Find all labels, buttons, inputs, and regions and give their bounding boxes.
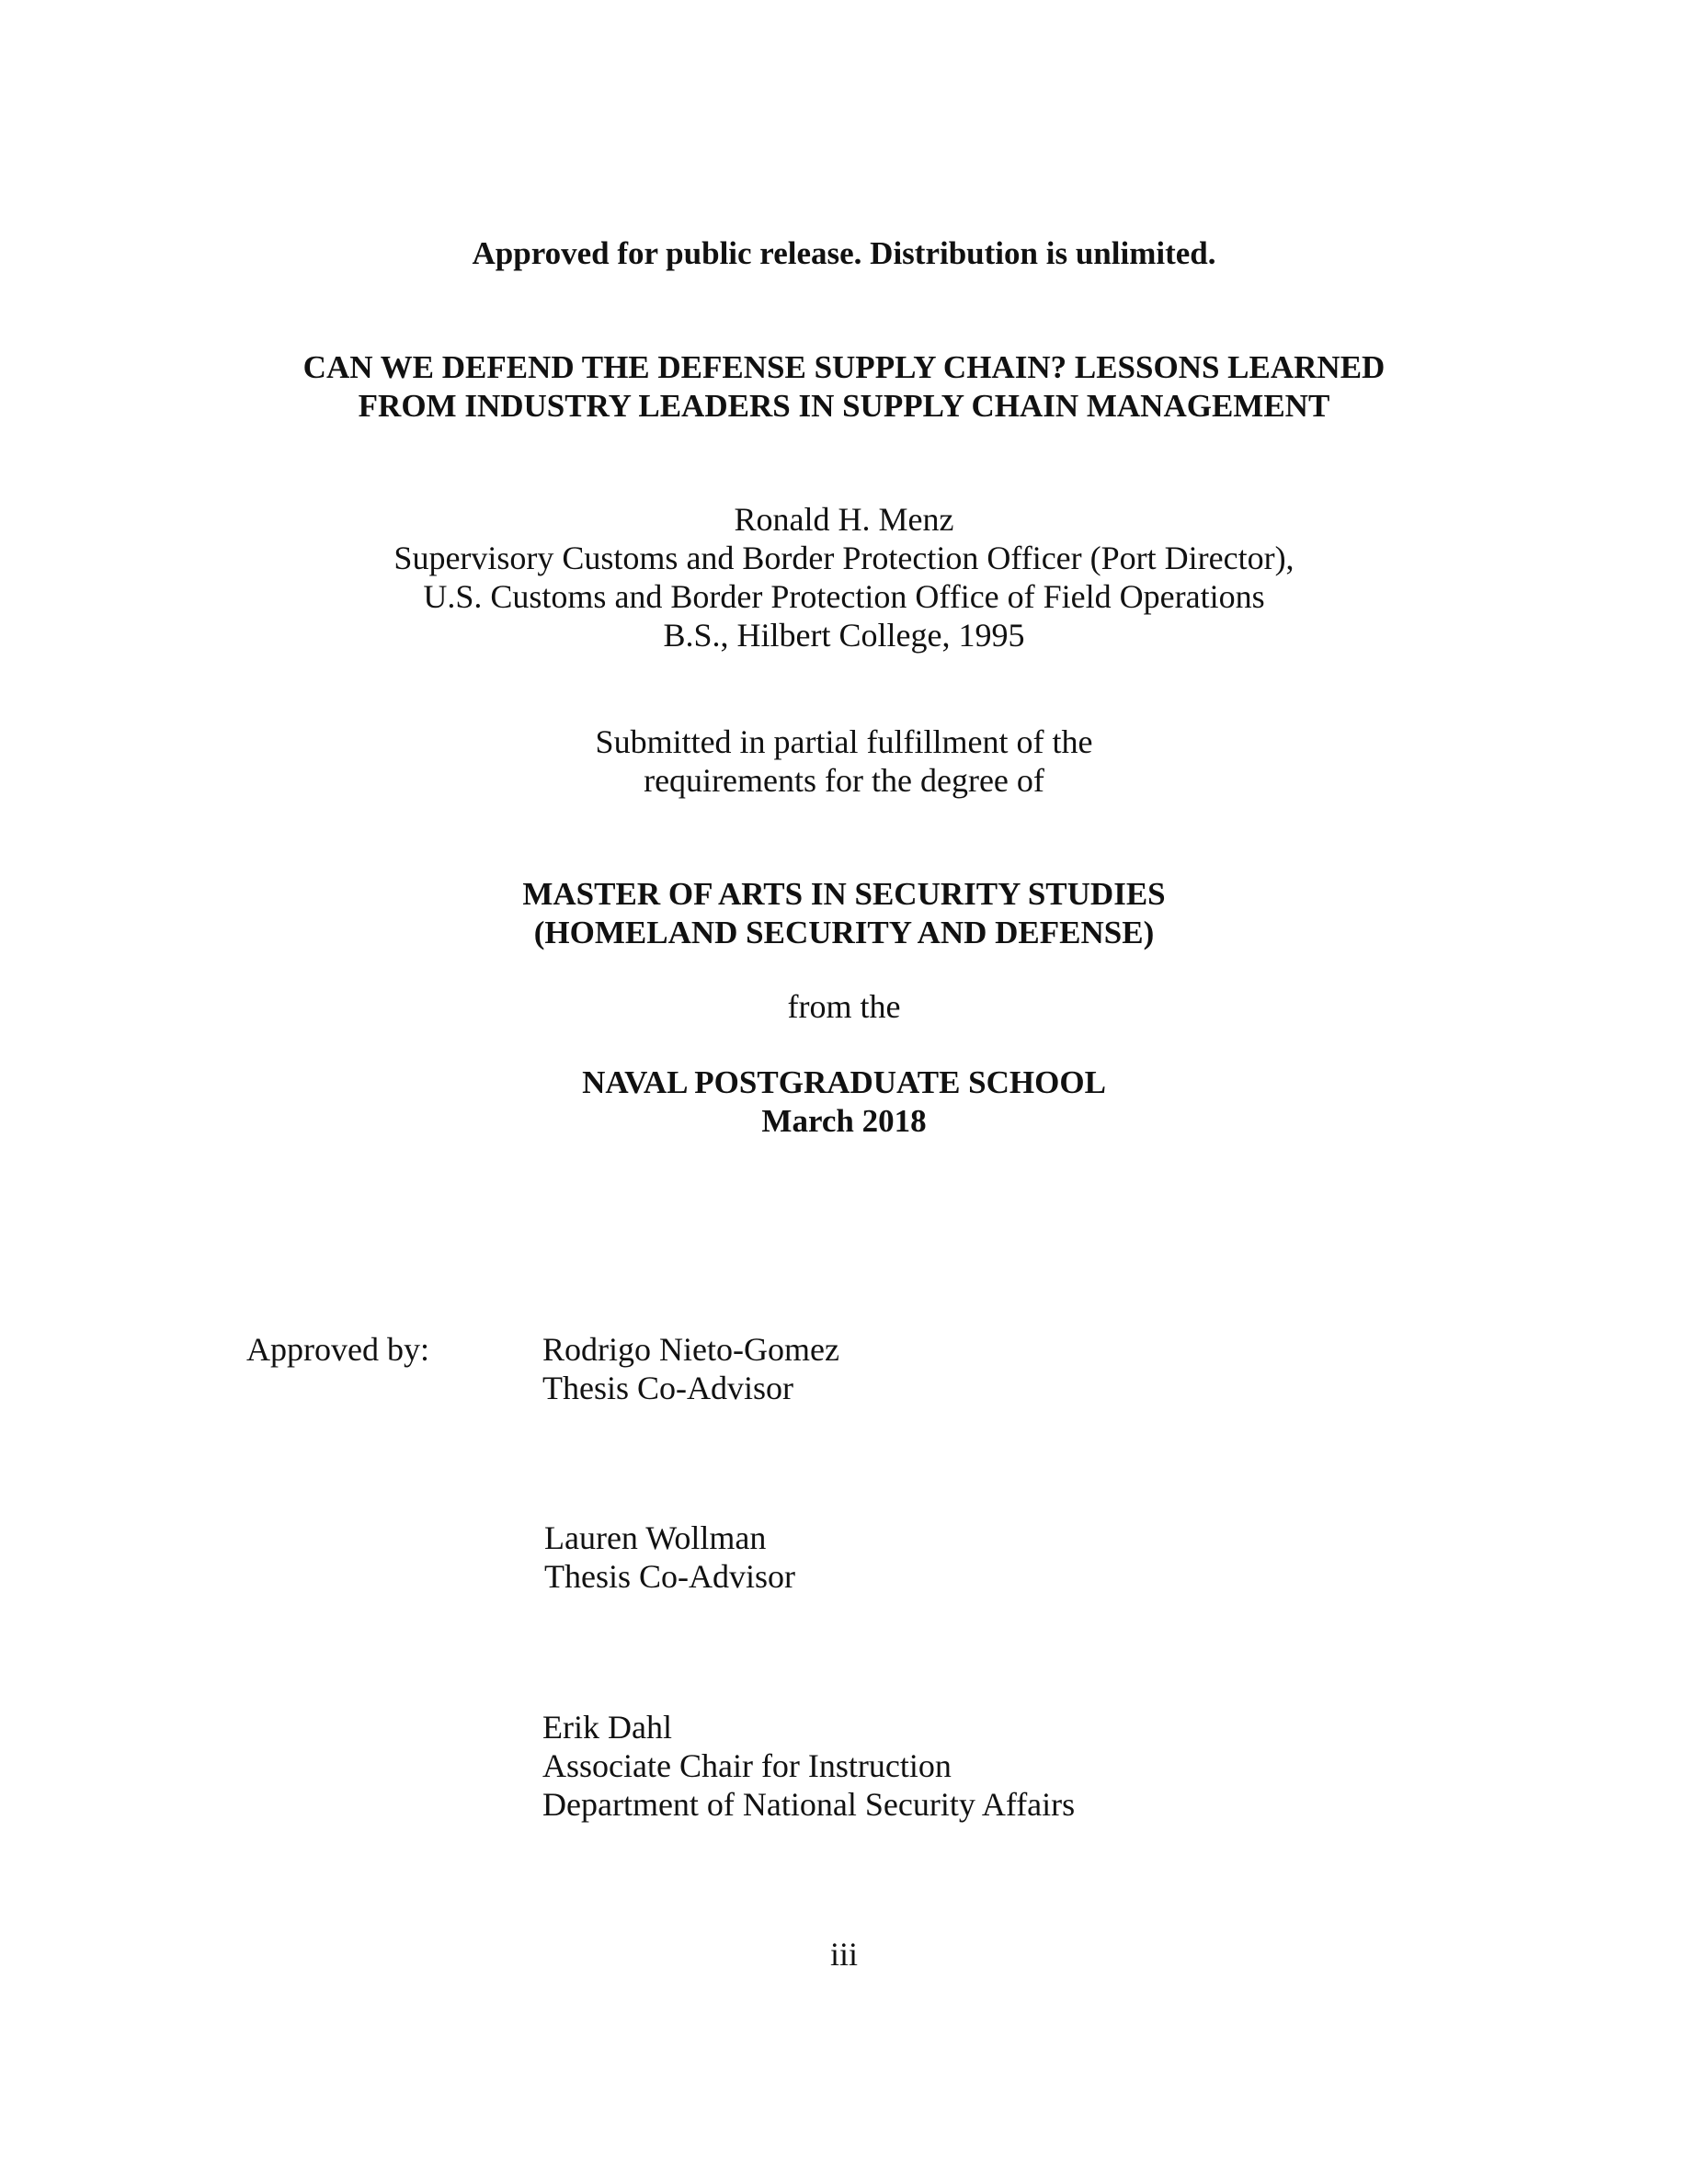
title-line-1: CAN WE DEFEND THE DEFENSE SUPPLY CHAIN? LESSONS LEARNED [302,349,1386,385]
from-the-block [0,987,1688,1026]
release-statement: Approved for public release. Distribution is unlimited. [472,235,1216,271]
submission-block [0,722,1688,800]
title-line-2: FROM INDUSTRY LEADERS IN SUPPLY CHAIN MANAGEMENT [358,388,1330,424]
school-date: March 2018 [761,1103,927,1139]
thesis-title [0,348,1688,426]
approver-3-department: Department of National Security Affairs [542,1786,1076,1823]
approver-2-name: Lauren Wollman [544,1519,767,1556]
degree-line-1: MASTER OF ARTS IN SECURITY STUDIES [522,876,1166,912]
approver-1-role: Thesis Co-Advisor [542,1370,793,1406]
page-number: iii [829,1936,858,1973]
school-name: NAVAL POSTGRADUATE SCHOOL [582,1064,1106,1100]
author-name: Ronald H. Menz [734,501,954,538]
approver-3-role: Associate Chair for Instruction [542,1747,952,1784]
approver-1-name: Rodrigo Nieto-Gomez [542,1331,839,1368]
page-number-block [0,1935,1688,1974]
school-block [0,1064,1688,1141]
release-statement-block [0,234,1688,273]
author-organization: U.S. Customs and Border Protection Office of Field Operations [423,578,1265,615]
submission-line-1: Submitted in partial fulfillment of the [595,723,1093,760]
degree-line-2: (HOMELAND SECURITY AND DEFENSE) [533,915,1155,950]
author-block [0,500,1688,654]
from-the: from the [787,988,901,1025]
submission-line-2: requirements for the degree of [644,762,1044,799]
author-position: Supervisory Customs and Border Protection Officer (Port Director), [393,540,1295,576]
approver-1 [542,1330,839,1407]
approver-3 [542,1708,1075,1824]
author-degree: B.S., Hilbert College, 1995 [663,617,1025,654]
degree-block [0,875,1688,952]
approver-3-name: Erik Dahl [542,1709,672,1746]
approver-2-role: Thesis Co-Advisor [544,1558,795,1595]
approved-by-label: Approved by: [246,1331,429,1368]
approver-2 [544,1519,795,1596]
